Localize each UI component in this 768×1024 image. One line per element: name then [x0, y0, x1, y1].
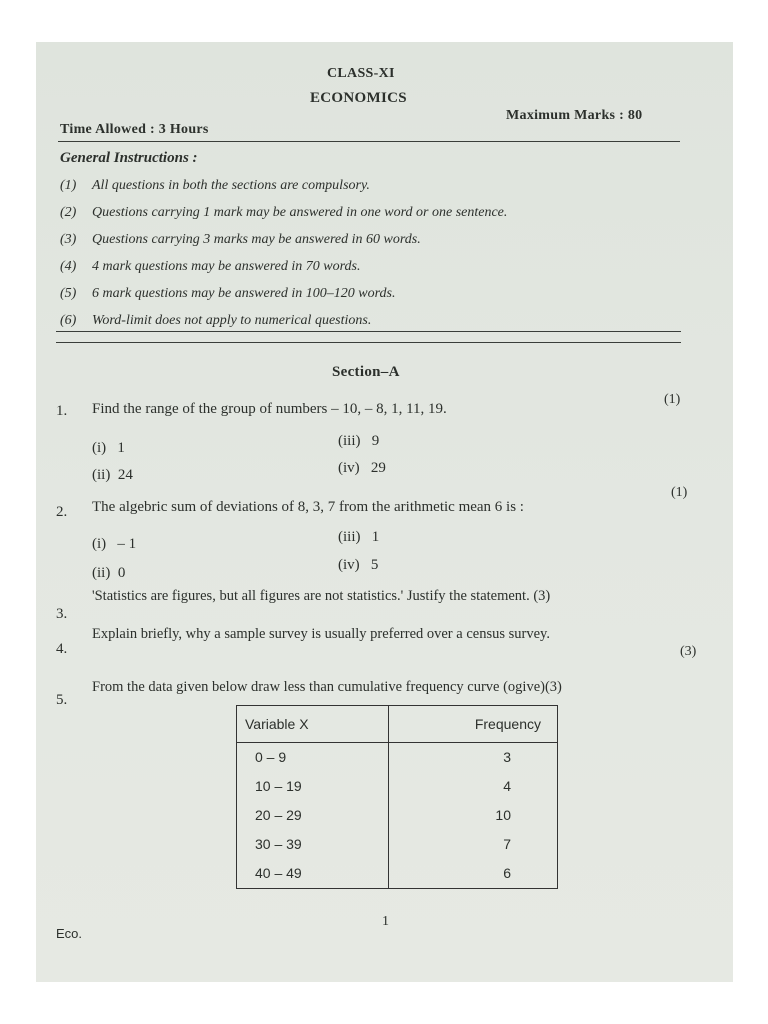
table-cell: 4 [503, 778, 511, 794]
question-text: Find the range of the group of numbers – 10, – 8, 1, 11, 19. [92, 401, 447, 417]
instructions-divider [56, 342, 681, 343]
instruction-text: Questions carrying 3 marks may be answered in 60 words. [92, 232, 421, 247]
subject-title: ECONOMICS [310, 90, 407, 106]
time-allowed: Time Allowed : 3 Hours [60, 122, 209, 137]
option-iv: (iv) 29 [338, 460, 386, 476]
table-header-variable: Variable X [237, 706, 389, 743]
frequency-table [236, 705, 558, 889]
instruction-item [60, 313, 371, 329]
option-iii: (iii) 9 [338, 433, 380, 449]
question-text: From the data given below draw less than cumulative frequency curve (ogive)(3) [92, 679, 562, 695]
question-text: The algebric sum of deviations of 8, 3, 7 from the arithmetic mean 6 is : [92, 499, 524, 515]
option-ii: (ii) 24 [92, 467, 133, 483]
instruction-number: (5) [60, 286, 77, 301]
instruction-item [60, 259, 360, 275]
class-title: CLASS-XI [327, 66, 395, 81]
question-marks: (1) [671, 485, 688, 500]
option-i: (i) 1 [92, 440, 125, 456]
instruction-item [60, 205, 507, 221]
question-number: 5. [56, 692, 68, 708]
question-marks: (1) [664, 392, 681, 407]
section-title: Section–A [332, 364, 400, 380]
table-header-frequency: Frequency [389, 706, 558, 743]
variable-column [237, 743, 389, 889]
question-text: Explain briefly, why a sample survey is usually preferred over a census survey. [92, 626, 550, 642]
question-number: 4. [56, 641, 68, 657]
question-number: 3. [56, 606, 68, 622]
table-cell: 40 – 49 [255, 865, 302, 881]
footer-label: Eco. [56, 926, 83, 941]
table-header-row [237, 706, 558, 743]
table-cell: 10 – 19 [255, 778, 302, 794]
instruction-text: 4 mark questions may be answered in 70 words. [92, 259, 361, 274]
question-text: 'Statistics are figures, but all figures are not statistics.' Justify the statement. (3) [92, 588, 551, 604]
maximum-marks: Maximum Marks : 80 [506, 108, 643, 123]
instruction-text: All questions in both the sections are compulsory. [92, 178, 370, 193]
page-number: 1 [382, 914, 389, 929]
instruction-text: 6 mark questions may be answered in 100–120 words. [92, 286, 396, 301]
frequency-column [389, 743, 558, 889]
option-iii: (iii) 1 [338, 529, 380, 545]
instructions-heading: General Instructions : [60, 150, 198, 166]
table-cell: 3 [503, 749, 511, 765]
instruction-item [60, 232, 421, 248]
table-body [237, 743, 558, 889]
exam-paper-page [36, 42, 733, 982]
table-cell: 7 [503, 836, 511, 852]
table-cell: 0 – 9 [255, 749, 287, 765]
option-ii: (ii) 0 [92, 565, 126, 581]
table-cell: 6 [503, 865, 511, 881]
table-cell: 30 – 39 [255, 836, 302, 852]
question-number: 1. [56, 403, 68, 419]
header-divider [58, 141, 680, 142]
instruction-number: (4) [60, 259, 77, 274]
table-cell: 10 [495, 807, 511, 823]
question-number: 2. [56, 504, 68, 520]
option-iv: (iv) 5 [338, 557, 379, 573]
instruction-item [60, 286, 395, 302]
option-i: (i) – 1 [92, 536, 137, 552]
instruction-number: (1) [60, 178, 77, 193]
instruction-text: Questions carrying 1 mark may be answered in one word or one sentence. [92, 205, 508, 220]
instruction-text: Word-limit does not apply to numerical questions. [92, 313, 372, 328]
table-cell: 20 – 29 [255, 807, 302, 823]
instruction-number: (6) [60, 313, 77, 328]
instruction-item [60, 178, 370, 194]
instructions-divider [56, 331, 681, 332]
instruction-number: (2) [60, 205, 77, 220]
question-marks: (3) [680, 644, 697, 659]
instruction-number: (3) [60, 232, 77, 247]
